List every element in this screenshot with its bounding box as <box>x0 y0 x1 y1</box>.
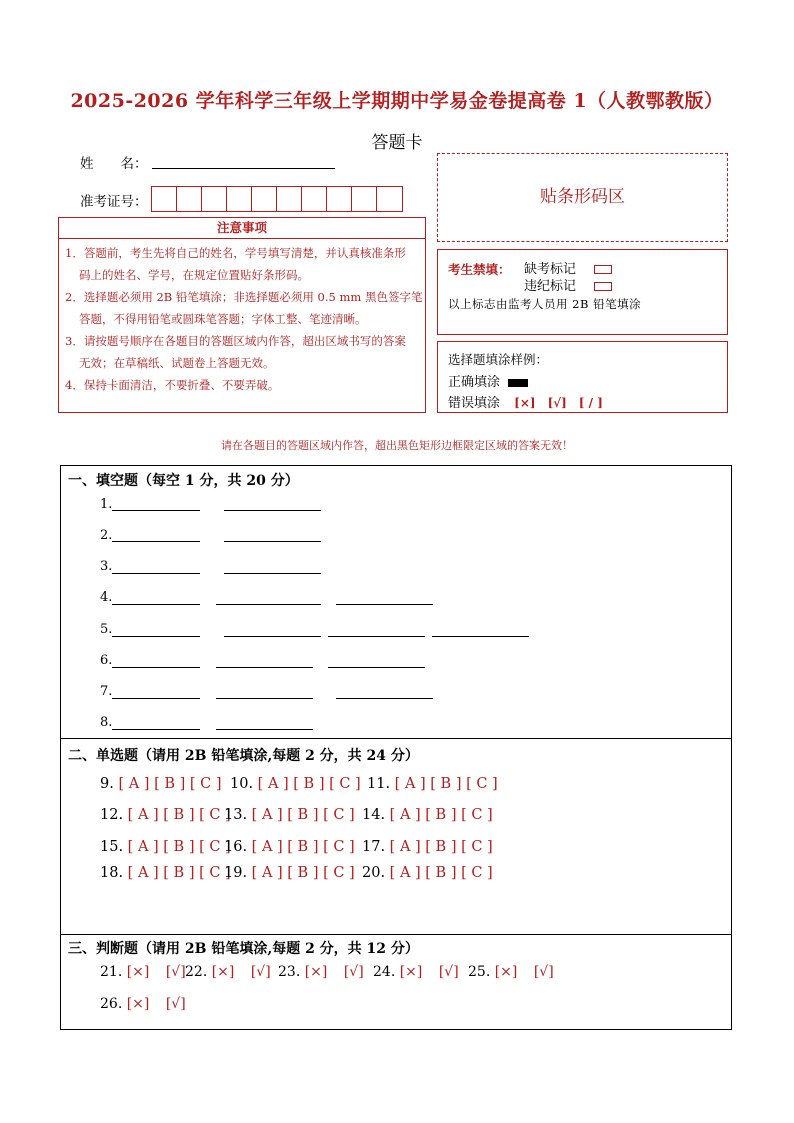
mc-row <box>100 865 231 881</box>
blank-line[interactable] <box>112 573 200 574</box>
mc-row <box>224 865 355 881</box>
blank-line[interactable] <box>112 667 200 668</box>
false-option[interactable]: [×] <box>399 964 423 980</box>
tf-item <box>185 964 271 980</box>
choice-options[interactable]: [ A ] [ B ] [ C ] <box>394 776 498 792</box>
id-box[interactable] <box>327 187 352 211</box>
notice-line: 3．请按题号顺序在各题目的答题区域内作答，超出区域书写的答案 <box>65 334 406 348</box>
question-number: 23. <box>278 964 301 980</box>
id-box[interactable] <box>152 187 177 211</box>
true-option[interactable]: [√] <box>165 964 186 980</box>
absent-mark-box[interactable] <box>594 265 612 274</box>
true-option[interactable]: [√] <box>165 996 186 1012</box>
wrong-marks: [×] [√] [ / ] <box>514 396 603 410</box>
blank-line[interactable] <box>224 541 321 542</box>
choice-options[interactable]: [ A ] [ B ] [ C ] <box>127 865 231 881</box>
tf-item <box>468 964 554 980</box>
choice-options[interactable]: [ A ] [ B ] [ C ] <box>127 807 231 823</box>
choice-options[interactable]: [ A ] [ B ] [ C ] <box>127 839 231 855</box>
violation-label: 违纪标记 <box>524 279 577 294</box>
blank-line[interactable] <box>224 510 321 511</box>
blank-line[interactable] <box>216 729 313 730</box>
notice-heading: 注意事项 <box>59 218 425 239</box>
choice-options[interactable]: [ A ] [ B ] [ C ] <box>251 839 355 855</box>
blank-line[interactable] <box>216 698 313 699</box>
blank-line[interactable] <box>336 604 433 605</box>
notice-item <box>59 286 425 330</box>
question-number: 22. <box>185 964 208 980</box>
question-number: 19. <box>224 865 248 881</box>
blank-line[interactable] <box>216 604 321 605</box>
tf-item <box>100 996 186 1012</box>
question-number: 15. <box>100 839 124 855</box>
choice-options[interactable]: [ A ] [ B ] [ C ] <box>257 776 361 792</box>
blank-line[interactable] <box>112 698 200 699</box>
false-option[interactable]: [×] <box>126 996 150 1012</box>
fill-sample-box <box>437 341 728 413</box>
question-number: 6. <box>100 653 113 668</box>
mc-row <box>100 776 222 792</box>
true-option[interactable]: [√] <box>250 964 271 980</box>
choice-options[interactable]: [ A ] [ B ] [ C ] <box>389 865 493 881</box>
tf-item <box>278 964 364 980</box>
mc-row <box>100 807 231 823</box>
section1-heading: 一、填空题（每空 1 分，共 20 分） <box>68 473 299 489</box>
id-box[interactable] <box>377 187 402 211</box>
question-number: 3. <box>100 559 113 574</box>
question-number: 18. <box>100 865 124 881</box>
id-box[interactable] <box>277 187 302 211</box>
mc-row <box>100 839 231 855</box>
question-number: 10. <box>230 776 254 792</box>
notice-line: 2．选择题必须用 2B 铅笔填涂；非选择题必须用 0.5 mm 黑色签字笔 <box>65 290 423 304</box>
blank-line[interactable] <box>112 604 200 605</box>
warning-text: 请在各题目的答题区域内作答，超出黑色矩形边框限定区域的答案无效！ <box>221 439 573 452</box>
wrong-label: 错误填涂 <box>448 396 501 411</box>
section2-heading: 二、单选题（请用 2B 铅笔填涂,每题 2 分，共 24 分） <box>68 748 419 764</box>
notice-item <box>59 242 425 286</box>
notice-line: 1．答题前，考生先将自己的姓名，学号填写清楚，并认真核准条形 <box>65 246 406 260</box>
blank-line[interactable] <box>216 667 313 668</box>
ban-label: 考生禁填： <box>448 262 511 277</box>
notice-box <box>58 217 426 413</box>
mc-row <box>224 807 355 823</box>
notice-item <box>59 330 425 374</box>
mc-row <box>362 807 493 823</box>
blank-line[interactable] <box>224 573 321 574</box>
question-number: 17. <box>362 839 386 855</box>
blank-line[interactable] <box>224 636 321 637</box>
mc-row <box>362 865 493 881</box>
question-number: 26. <box>100 996 123 1012</box>
false-option[interactable]: [×] <box>126 964 150 980</box>
question-number: 13. <box>224 807 248 823</box>
mc-row <box>224 839 355 855</box>
blank-line[interactable] <box>432 636 529 637</box>
notice-line: 答题，不得用铅笔或圆珠笔答题；字体工整、笔迹清晰。 <box>79 312 367 326</box>
notice-line: 4．保持卡面清洁，不要折叠、不要弄破。 <box>65 378 280 392</box>
id-box[interactable] <box>177 187 202 211</box>
choice-options[interactable]: [ A ] [ B ] [ C ] <box>118 776 222 792</box>
blank-line[interactable] <box>112 510 200 511</box>
choice-options[interactable]: [ A ] [ B ] [ C ] <box>251 865 355 881</box>
blank-line[interactable] <box>112 541 200 542</box>
question-number: 7. <box>100 684 113 699</box>
examiner-only-box <box>437 249 728 335</box>
sample-heading: 选择题填涂样例： <box>448 352 549 367</box>
question-number: 9. <box>100 776 114 792</box>
tf-item <box>100 964 186 980</box>
id-boxes[interactable] <box>151 186 403 212</box>
question-number: 8. <box>100 715 113 730</box>
question-number: 14. <box>362 807 386 823</box>
false-option[interactable]: [×] <box>494 964 518 980</box>
name-field[interactable] <box>152 168 335 169</box>
mc-row <box>230 776 361 792</box>
question-number: 20. <box>362 865 386 881</box>
tf-item <box>373 964 459 980</box>
choice-options[interactable]: [ A ] [ B ] [ C ] <box>389 807 493 823</box>
id-box[interactable] <box>252 187 277 211</box>
question-number: 12. <box>100 807 124 823</box>
notice-item <box>59 374 425 396</box>
id-box[interactable] <box>352 187 377 211</box>
answer-sheet-subtitle: 答题卡 <box>371 133 423 153</box>
id-box[interactable] <box>202 187 227 211</box>
section3-heading: 三、判断题（请用 2B 铅笔填涂,每题 2 分，共 12 分） <box>68 941 419 957</box>
notice-line: 无效；在草稿纸、试题卷上答题无效。 <box>79 356 275 370</box>
name-label: 姓 名： <box>80 156 148 172</box>
id-box[interactable] <box>302 187 327 211</box>
false-option[interactable]: [×] <box>304 964 328 980</box>
id-label: 准考证号： <box>80 194 148 210</box>
question-number: 1. <box>100 497 113 512</box>
choice-options[interactable]: [ A ] [ B ] [ C ] <box>251 807 355 823</box>
blank-line[interactable] <box>112 636 200 637</box>
choice-options[interactable]: [ A ] [ B ] [ C ] <box>389 839 493 855</box>
true-option[interactable]: [√] <box>343 964 364 980</box>
blank-line[interactable] <box>328 667 425 668</box>
question-number: 2. <box>100 528 113 543</box>
correct-label: 正确填涂 <box>448 375 501 390</box>
true-option[interactable]: [√] <box>438 964 459 980</box>
ban-note: 以上标志由监考人员用 2B 铅笔填涂 <box>448 297 642 311</box>
blank-line[interactable] <box>328 636 425 637</box>
section-divider <box>60 738 732 739</box>
question-number: 16. <box>224 839 248 855</box>
question-number: 4. <box>100 590 113 605</box>
question-number: 24. <box>373 964 396 980</box>
notice-line: 码上的姓名、学号，在规定位置贴好条形码。 <box>79 268 309 282</box>
absent-label: 缺考标记 <box>524 262 577 277</box>
question-number: 5. <box>100 622 113 637</box>
exam-title: 2025-2026 学年科学三年级上学期期中学易金卷提高卷 1（人教鄂教版） <box>70 90 724 112</box>
mc-row <box>362 839 493 855</box>
violation-mark-box[interactable] <box>594 282 612 291</box>
blank-line[interactable] <box>112 729 200 730</box>
blank-line[interactable] <box>336 698 433 699</box>
question-number: 25. <box>468 964 491 980</box>
barcode-area: 贴条形码区 <box>437 153 728 242</box>
question-number: 11. <box>367 776 391 792</box>
question-number: 21. <box>100 964 123 980</box>
true-option[interactable]: [√] <box>533 964 554 980</box>
mc-row <box>367 776 498 792</box>
filled-sample <box>508 379 528 387</box>
section-divider <box>60 934 732 935</box>
id-box[interactable] <box>227 187 252 211</box>
false-option[interactable]: [×] <box>211 964 235 980</box>
